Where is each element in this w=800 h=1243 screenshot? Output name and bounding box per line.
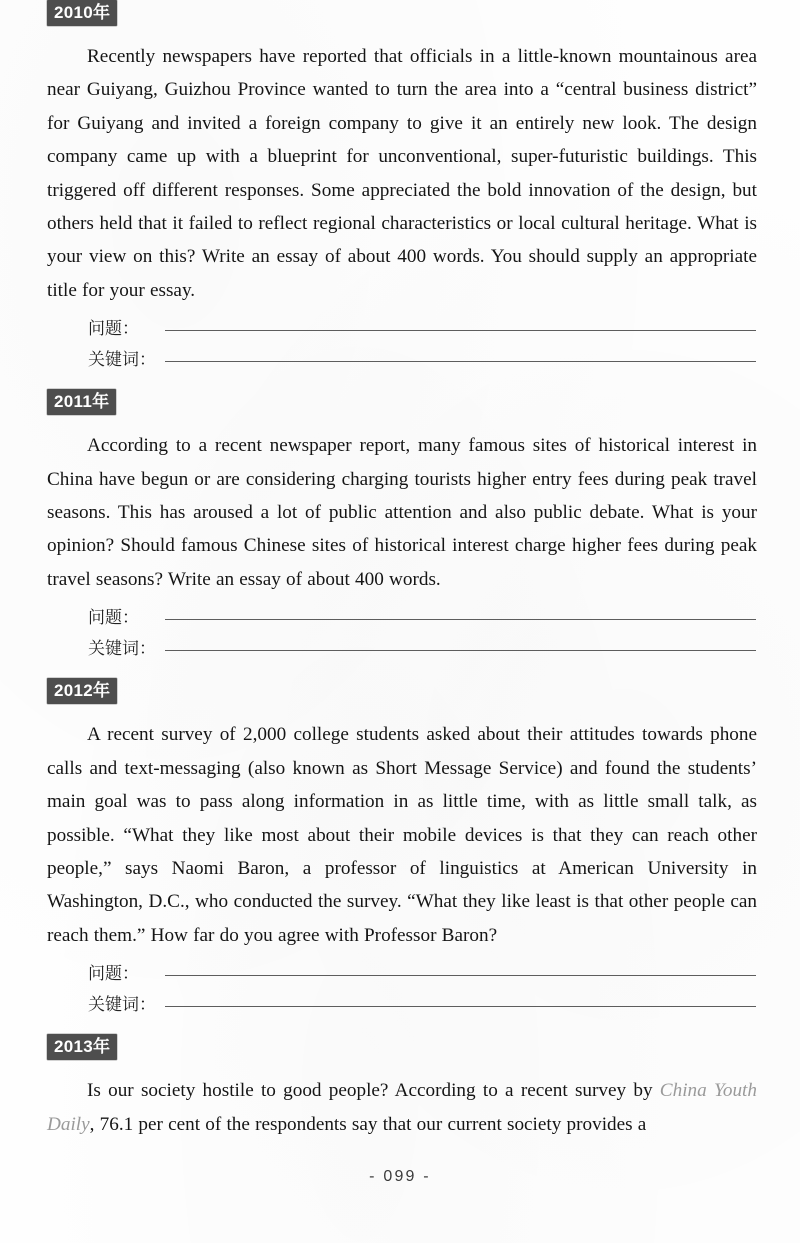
keywords-field-label: 关键词： [88, 995, 156, 1015]
question-field-label: 问题： [88, 608, 139, 628]
question-field-row-2012 [47, 959, 757, 990]
section-header-2012 [47, 678, 757, 704]
question-write-in-line[interactable] [165, 330, 756, 331]
source-publication-name: China Youth Daily [47, 1080, 757, 1135]
year-badge-2013: 2013年 [47, 1034, 117, 1060]
question-write-in-line[interactable] [165, 975, 756, 976]
keywords-field-label: 关键词： [88, 639, 156, 659]
keywords-write-in-line[interactable] [165, 650, 756, 651]
keywords-write-in-line[interactable] [165, 1006, 756, 1007]
keywords-field-row-2012 [47, 990, 757, 1021]
page-content [47, 0, 757, 1141]
keywords-field-row-2010 [47, 345, 757, 376]
answer-fields-2010 [47, 314, 757, 376]
answer-fields-2011 [47, 603, 757, 665]
keywords-write-in-line[interactable] [165, 361, 756, 362]
prompt-text-before-source: Is our society hostile to good people? According to a recent survey by [87, 1080, 660, 1102]
prompt-paragraph-2012: A recent survey of 2,000 college students asked about their attitudes towards phone calls and text-messaging (also known as Short Message Service) and found the students’ main goal was to pass along information in as little time, with as little small talk, as possible. “What they like most about their mobile devices is that they can reach other people,” says Naomi Baron, a professor of linguistics at American University in Washington, D.C., who conducted the survey. “What they like least is that other people can reach them.” How far do you agree with Professor Baron? [47, 724, 757, 946]
question-field-label: 问题： [88, 964, 139, 984]
section-header-2011 [47, 389, 757, 415]
year-badge-2010: 2010年 [47, 0, 117, 26]
prompt-paragraph-2011: According to a recent newspaper report, many famous sites of historical interest in China have begun or are considering charging tourists higher entry fees during peak travel seasons. This has aroused a lot of public attention and also public debate. What is your opinion? Should famous Chinese sites of historical interest charge higher fees during peak travel seasons? Write an essay of about 400 words. [47, 435, 757, 590]
answer-fields-2012 [47, 959, 757, 1021]
question-field-row-2010 [47, 314, 757, 345]
keywords-field-label: 关键词： [88, 350, 156, 370]
section-header-2013 [47, 1034, 757, 1060]
keywords-field-row-2011 [47, 634, 757, 665]
year-badge-2011: 2011年 [47, 389, 116, 415]
section-header-2010 [47, 0, 757, 26]
prompt-paragraph-2010: Recently newspapers have reported that officials in a little-known mountainous area near Guiyang, Guizhou Province wanted to turn the area into a “central business district” for Guiyang and invited a foreign company to give it an entirely new look. The design company came up with a blueprint for unconventional, super-futuristic buildings. This triggered off different responses. Some appreciated the bold innovation of the design, but others held that it failed to reflect regional characteristics or local cultural heritage. What is your view on this? Write an essay of about 400 words. You should supply an appropriate title for your essay. [47, 46, 757, 301]
prompt-paragraph-2013 [47, 1074, 757, 1141]
year-badge-2012: 2012年 [47, 678, 117, 704]
question-field-row-2011 [47, 603, 757, 634]
prompt-text-after-source: , 76.1 per cent of the respondents say that our current society provides a [89, 1113, 647, 1135]
question-write-in-line[interactable] [165, 619, 756, 620]
page-number-footer: - 099 - [369, 1168, 431, 1185]
question-field-label: 问题： [88, 319, 139, 339]
